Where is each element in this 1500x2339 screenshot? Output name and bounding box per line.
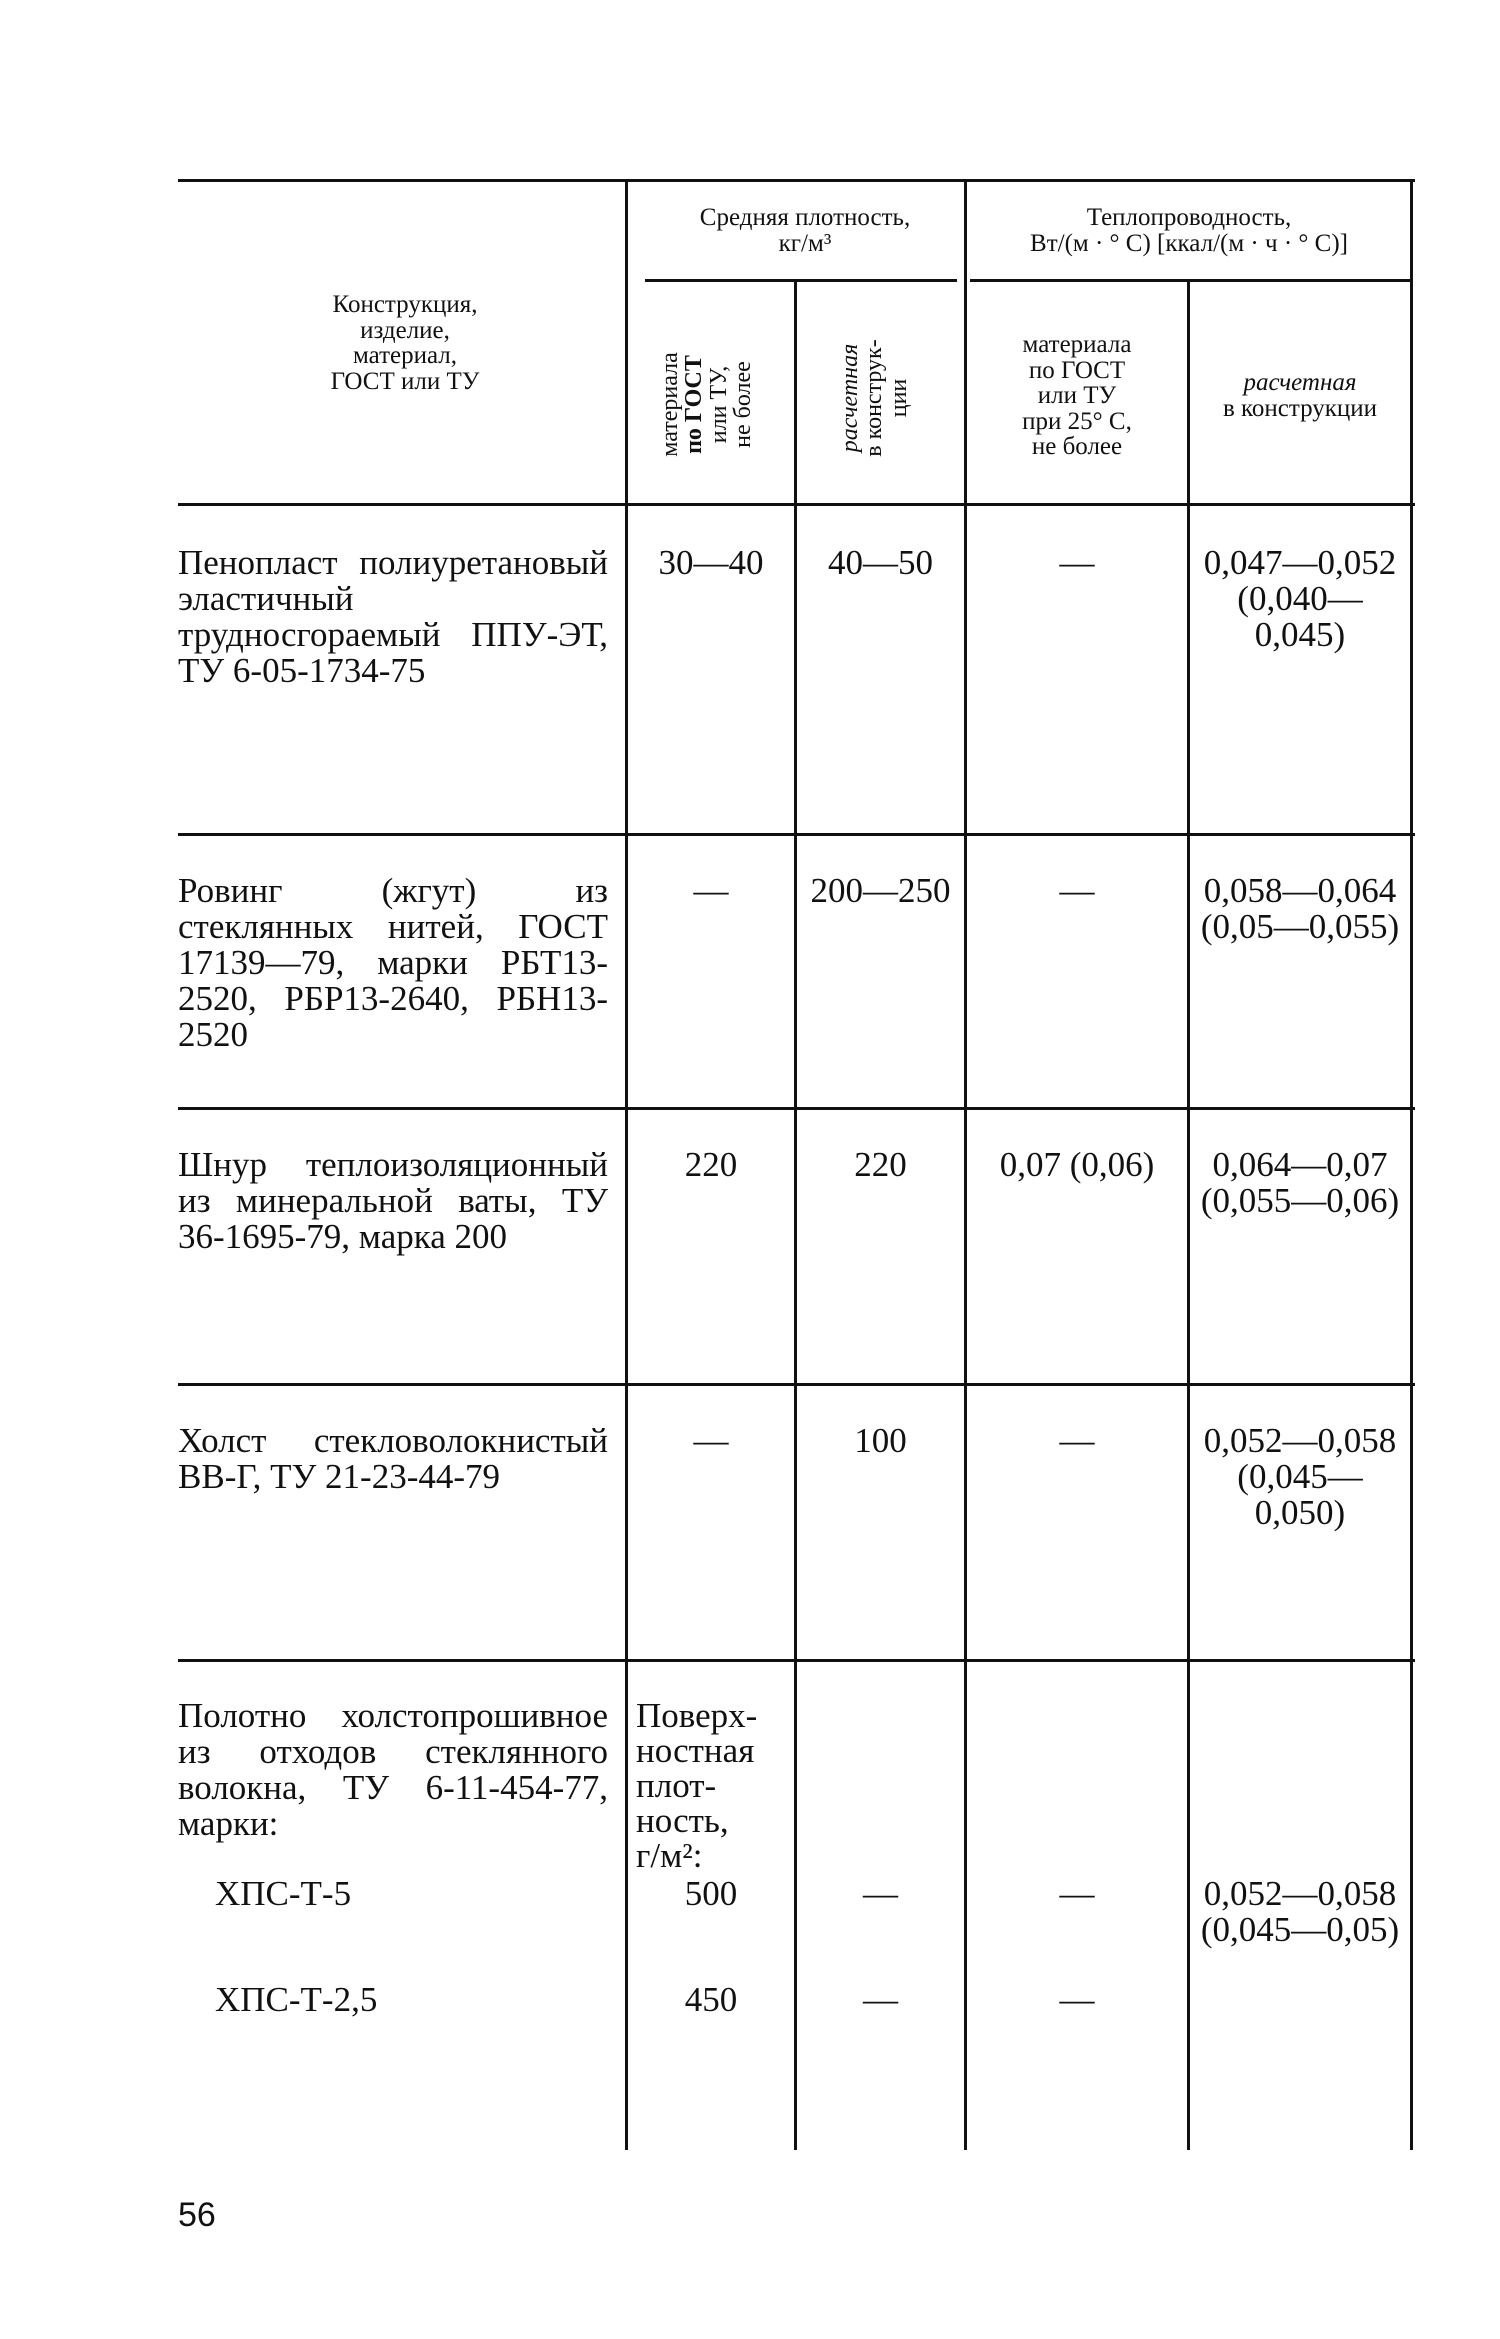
row-1-cond-material: — (1059, 543, 1095, 582)
row-5-item-1-density-calc: — (863, 1874, 898, 1913)
row-5-description: Полотно холстопрошивное из отходов стеклянного волокна, ТУ 6-11-454-77, марки: (178, 1696, 608, 1844)
row-4-density-calc: 100 (854, 1421, 907, 1460)
row-1-density-material: 30—40 (658, 543, 764, 582)
row-5-item-1-cond-calc: 0,052—0,058 (0,045—0,05) (1200, 1874, 1400, 1950)
row-2-cond-material: — (1059, 871, 1095, 910)
header-density-calc: расчетная в конструк- ции (837, 339, 912, 457)
row-2-density-material: — (693, 871, 729, 910)
row-5-item-1-density-material: 500 (684, 1874, 738, 1913)
row-2-cond-calc: 0,058—0,064 (0,05—0,055) (1200, 871, 1400, 947)
row-2-density-calc: 200—250 (810, 871, 951, 910)
header-subgroup-rule-density (645, 279, 957, 282)
header-subgroup-rule-conductivity (970, 279, 1410, 282)
row-3-cond-material: 0,07 (0,06) (999, 1145, 1155, 1184)
row-5-item-1-mark: ХПС-Т-5 (215, 1874, 352, 1913)
row-5-item-2-density-material: 450 (684, 1980, 738, 2019)
row-4-cond-material: — (1059, 1421, 1095, 1460)
row-5-item-2-density-calc: — (863, 1980, 898, 2019)
row-3-density-material: 220 (684, 1145, 738, 1184)
row-4-description: Холст стекловолокнистый ВВ-Г, ТУ 21-23-44-79 (178, 1421, 608, 1497)
row-2-description: Ровинг (жгут) из стеклянных нитей, ГОСТ 17139—79, марки РБТ13-2520, РБР13-2640, РБН13-2520 (178, 871, 608, 1055)
row-5-item-1-cond-material: — (1059, 1874, 1095, 1913)
page-number: 56 (178, 2196, 216, 2234)
row-3-cond-calc: 0,064—0,07 (0,055—0,06) (1200, 1145, 1400, 1221)
row-1-cond-calc: 0,047—0,052 (0,040— 0,045) (1203, 543, 1397, 655)
row-3-description: Шнур теплоизоляционный из минеральной ваты, ТУ 36-1695-79, марка 200 (178, 1145, 608, 1257)
row-5-surface-density-note: Поверх- ностная плот- ность, г/м²: (636, 1696, 758, 1875)
row-4-density-material: — (693, 1421, 729, 1460)
header-conductivity-group: Теплопроводность, Вт/(м · ° С) [ккал/(м · ч · ° С)] (1030, 204, 1348, 257)
row-3-density-calc: 220 (854, 1145, 907, 1184)
header-density-material: материала по ГОСТ или ТУ, не более (657, 352, 757, 457)
row-1-density-calc: 40—50 (828, 543, 933, 582)
header-construction: Конструкция, изделие, материал, ГОСТ или ТУ (330, 291, 480, 395)
col-rule-5 (1410, 181, 1413, 2150)
header-density-group: Средняя плотность, кг/м³ (699, 204, 911, 257)
row-5-item-2-mark: ХПС-Т-2,5 (215, 1980, 378, 2019)
row-4-cond-calc: 0,052—0,058 (0,045— 0,050) (1203, 1421, 1397, 1533)
header-conductivity-calc: расчетная в конструкции (1222, 369, 1378, 422)
header-conductivity-material: материала по ГОСТ или ТУ при 25° С, не более (1022, 331, 1132, 460)
table-top-rule (178, 179, 1415, 182)
row-1-description: Пенопласт полиуретановый эластичный трудносгораемый ППУ-ЭТ, ТУ 6-05-1734-75 (178, 543, 608, 691)
row-5-item-2-cond-material: — (1059, 1980, 1095, 2019)
